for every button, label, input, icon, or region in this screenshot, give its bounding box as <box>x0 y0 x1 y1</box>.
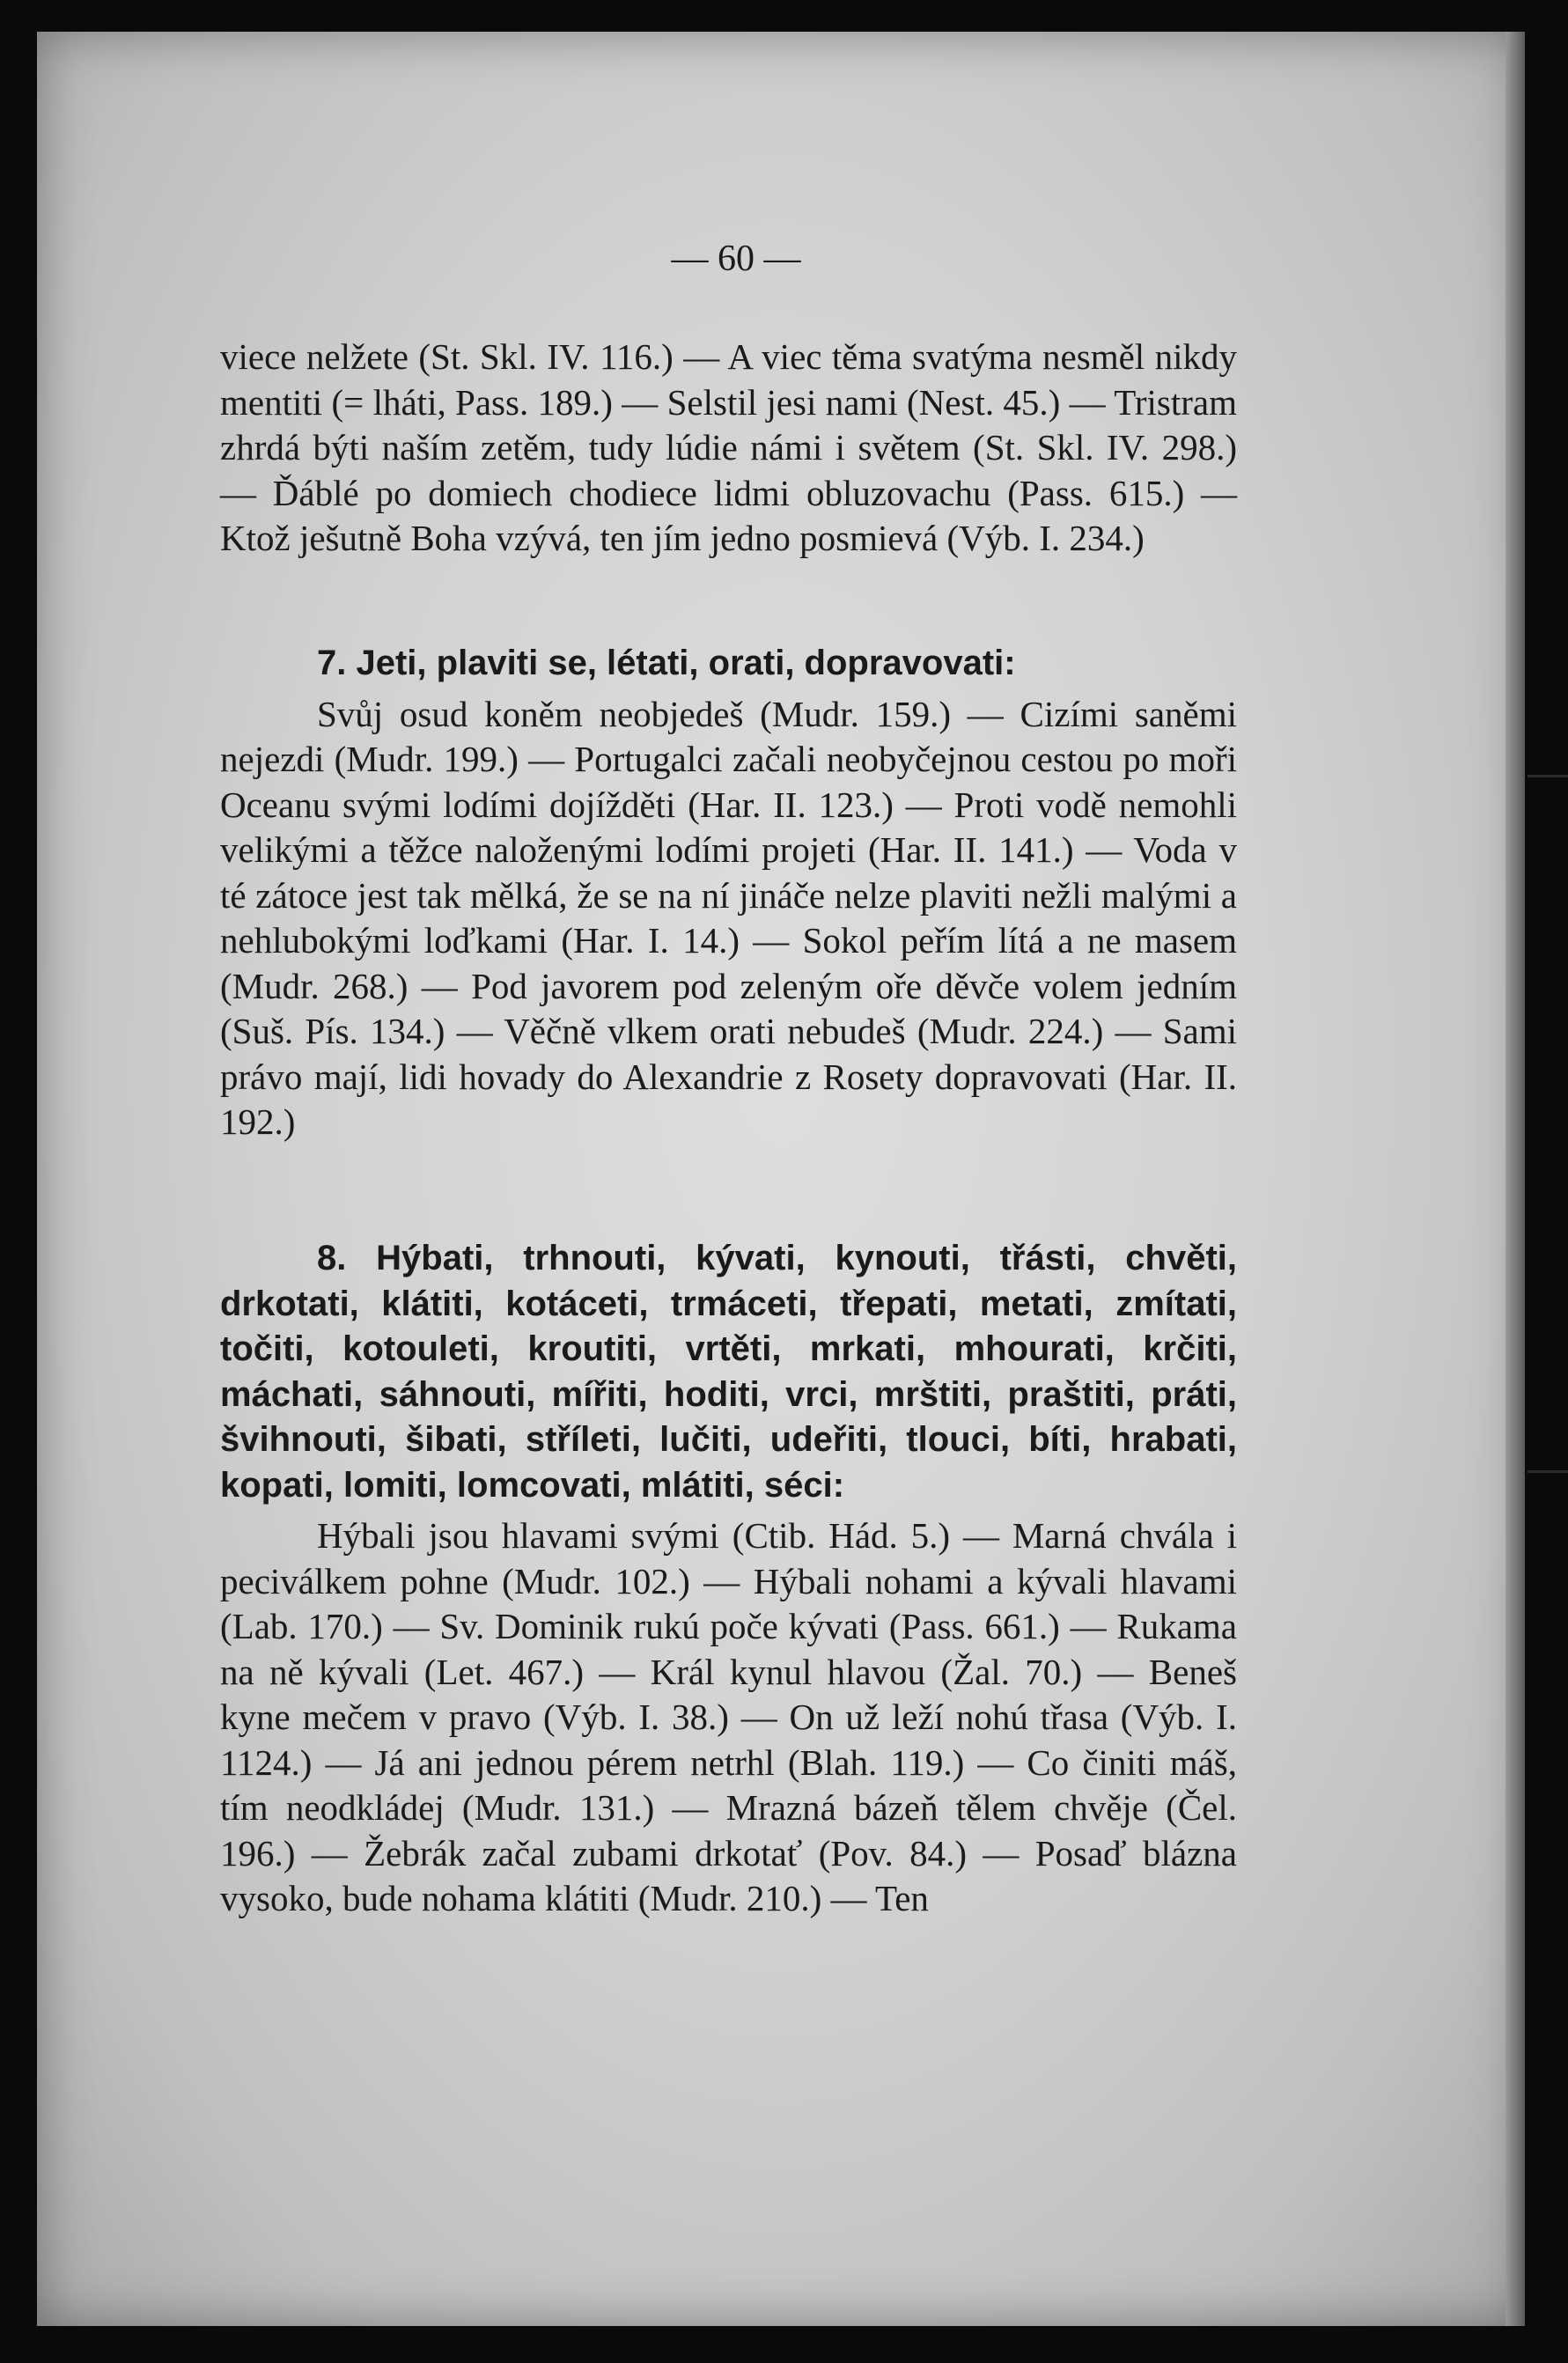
intro-paragraph <box>220 335 1237 562</box>
section-8-text: Hýbali jsou hlavami svými (Ctib. Hád. 5.) — Marná chvála i peciválkem pohne (Mudr. 102.) — Hýbali nohami a kývali hlavami (Lab. 170.) — Sv. Dominik rukú poče kývati (Pass. 661.) — Rukama na ně kývali (Let. 467.) — Král kynul hlavou (Žal. 70.) — Beneš kyne mečem v pravo (Výb. I. 38.) — On už leží nohú třasa (Výb. I. 1124.) — Já ani jednou pérem netrhl (Blah. 119.) — Co činiti máš, tím neodkládej (Mudr. 131.) — Mrazná bázeň tělem chvěje (Čel. 196.) — Žebrák začal zubami drkotať (Pov. 84.) — Posaď blázna vysoko, bude nohama klátiti (Mudr. 210.) — Ten <box>220 1515 1237 1918</box>
section-8 <box>220 1236 1237 1922</box>
margin-tick-right-2 <box>1528 1470 1568 1473</box>
section-7-number: 7. <box>317 644 347 682</box>
section-7-heading <box>220 641 1237 687</box>
section-7-text: Svůj osud koněm neobjedeš (Mudr. 159.) — Cizími saněmi nejezdi (Mudr. 199.) — Portugalci začali neobyčejnou cestou po moři Oceanu svými lodími dojížděti (Har. II. 123.) — Proti vodě nemohli velikými a těžce naloženými lodími projeti (Har. II. 141.) — Voda v té zátoce jest tak mělká, že se na ní jináče nelze plaviti nežli malými a nehlubokými loďkami (Har. I. 14.) — Sokol peřím lítá a ne masem (Mudr. 268.) — Pod javorem pod zeleným oře děvče volem jedním (Suš. Pís. 134.) — Věčně vlkem orati nebudeš (Mudr. 224.) — Sami právo mají, lidi hovady do Alexandrie z Rosety dopravovati (Har. II. 192.) <box>220 693 1237 1142</box>
intro-text: viece nelžete (St. Skl. IV. 116.) — A viec těma svatýma nesměl nikdy mentiti (= lháti, Pass. 189.) — Selstil jesi nami (Nest. 45.) — Tristram zhrdá býti naším zetěm, tudy lúdie námi i světem (St. Skl. IV. 298.) — Ďáblé po domiech chodiece lidmi obluzovachu (Pass. 615.) — Ktož ješutně Boha vzývá, ten jím jedno posmievá (Výb. I. 234.) <box>220 336 1237 558</box>
section-8-heading <box>220 1236 1237 1508</box>
section-8-heading-text: Hýbati, trhnouti, kývati, kynouti, třásti, chvěti, drkotati, klátiti, kotáceti, trmáceti, třepati, metati, zmítati, točiti, kotouleti, kroutiti, vrtěti, mrkati, mhourati, krčiti, máchati, sáhnouti, mířiti, hoditi, vrci, mrštiti, praštiti, práti, švihnouti, šibati, stříleti, lučiti, udeřiti, tlouci, bíti, hrabati, kopati, lomiti, lomcovati, mlátiti, séci: <box>220 1239 1237 1505</box>
section-8-number: 8. <box>317 1239 347 1277</box>
margin-tick-right-1 <box>1528 775 1568 777</box>
section-7 <box>220 641 1237 1145</box>
page-number: — 60 — <box>671 239 801 279</box>
page-edge-shadow <box>1505 32 1525 2326</box>
section-7-heading-text: Jeti, plaviti se, létati, orati, dopravovati: <box>356 644 1016 682</box>
